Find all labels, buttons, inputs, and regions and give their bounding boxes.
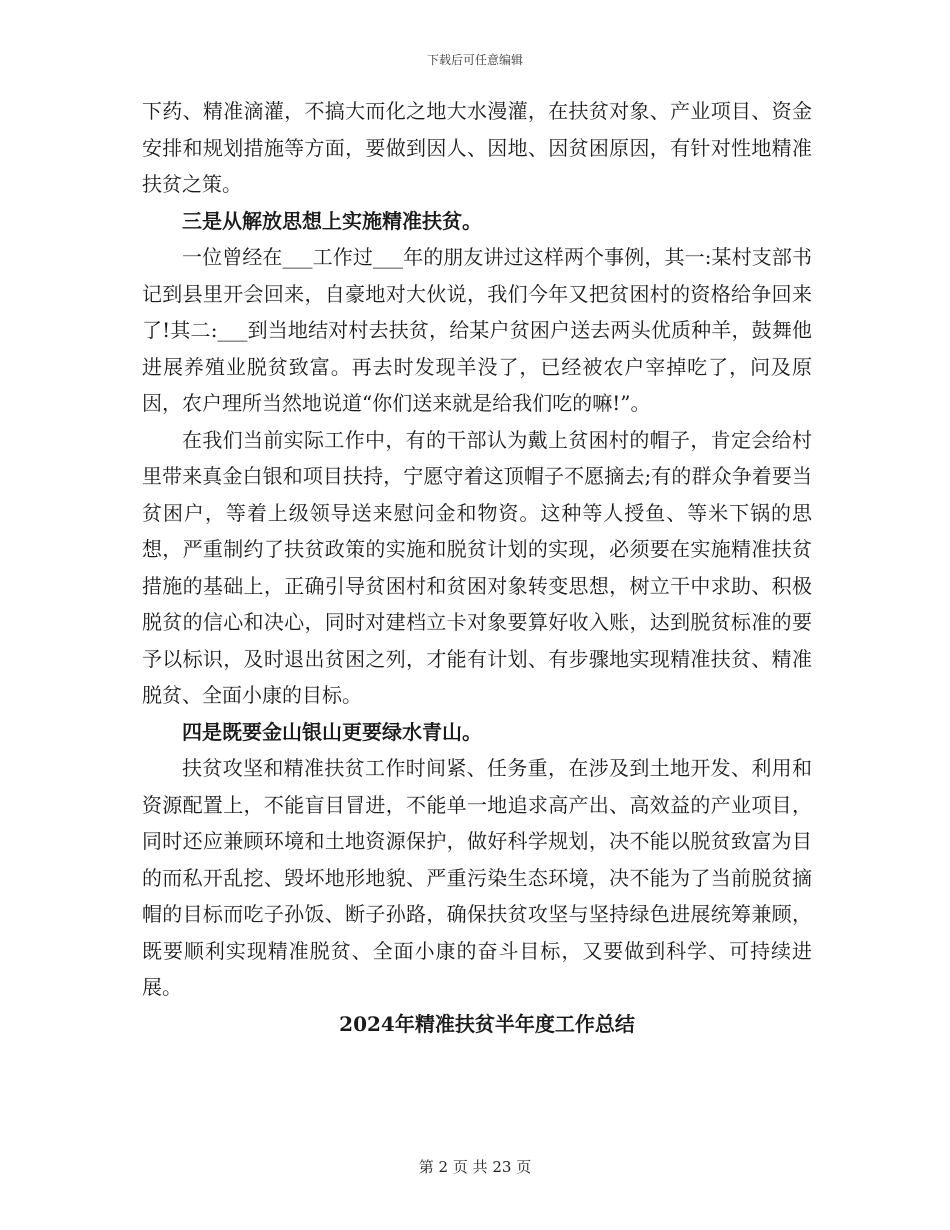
paragraph-work-practice: 在我们当前实际工作中，有的干部认为戴上贫困村的帽子，肯定会给村里带来真金白银和项目扶持，宁愿守着这顶帽子不愿摘去;有的群众争着要当贫困户，等着上级领导送来慰问金和物资。这种等人授鱼、等米下锅的思想，严重制约了扶贫政策的实施和脱贫计划的实现，必须要在实施精准扶贫措施的基础上，正确引导贫困村和贫困对象转变思想，树立干中求助、积极脱贫的信心和决心，同时对建档立卡对象要算好收入账，达到脱贫标准的要予以标识，及时退出贫困之列，才能有计划、有步骤地实现精准扶贫、精准脱贫、全面小康的目标。 <box>142 427 812 707</box>
document-title: 2024年精准扶贫半年度工作总结 <box>339 1011 635 1036</box>
paragraph-continuation: 下药、精准滴灌，不搞大而化之地大水漫灌，在扶贫对象、产业项目、资金安排和规划措施等方面，要做到因人、因地、因贫困原因，有针对性地精准扶贫之策。 <box>142 99 812 196</box>
section-heading-3: 三是从解放思想上实施精准扶贫。 <box>182 208 482 233</box>
section-heading-4: 四是既要金山银山更要绿水青山。 <box>182 719 482 744</box>
page-header-note: 下载后可任意编辑 <box>426 53 523 67</box>
paragraph-green-development: 扶贫攻坚和精准扶贫工作时间紧、任务重，在涉及到土地开发、利用和资源配置上，不能盲目冒进，不能单一地追求高产出、高效益的产业项目，同时还应兼顾环境和土地资源保护，做好科学规划，决不能以脱贫致富为目的而私开乱挖、毁坏地形地貌、严重污染生态环境，决不能为了当前脱贫摘帽的目标而吃子孙饭、断子孙路，确保扶贫攻坚与坚持绿色进展统筹兼顾，既要顺利实现精准脱贫、全面小康的奋斗目标，又要做到科学、可持续进展。 <box>142 756 812 999</box>
document-body <box>142 93 812 1042</box>
paragraph-examples: 一位曾经在___工作过___年的朋友讲过这样两个事例，其一:某村支部书记到县里开会回来，自豪地对大伙说，我们今年又把贫困村的资格给争回来了!其二:___到当地结对村去扶贫，给某户贫困户送去两头优质种羊，鼓舞他进展养殖业脱贫致富。再去时发现羊没了，已经被农户宰掉吃了，问及原因，农户理所当然地说道“你们送来就是给我们吃的嘛!”。 <box>142 245 812 415</box>
page-number: 第 2 页 共 23 页 <box>418 1158 532 1176</box>
